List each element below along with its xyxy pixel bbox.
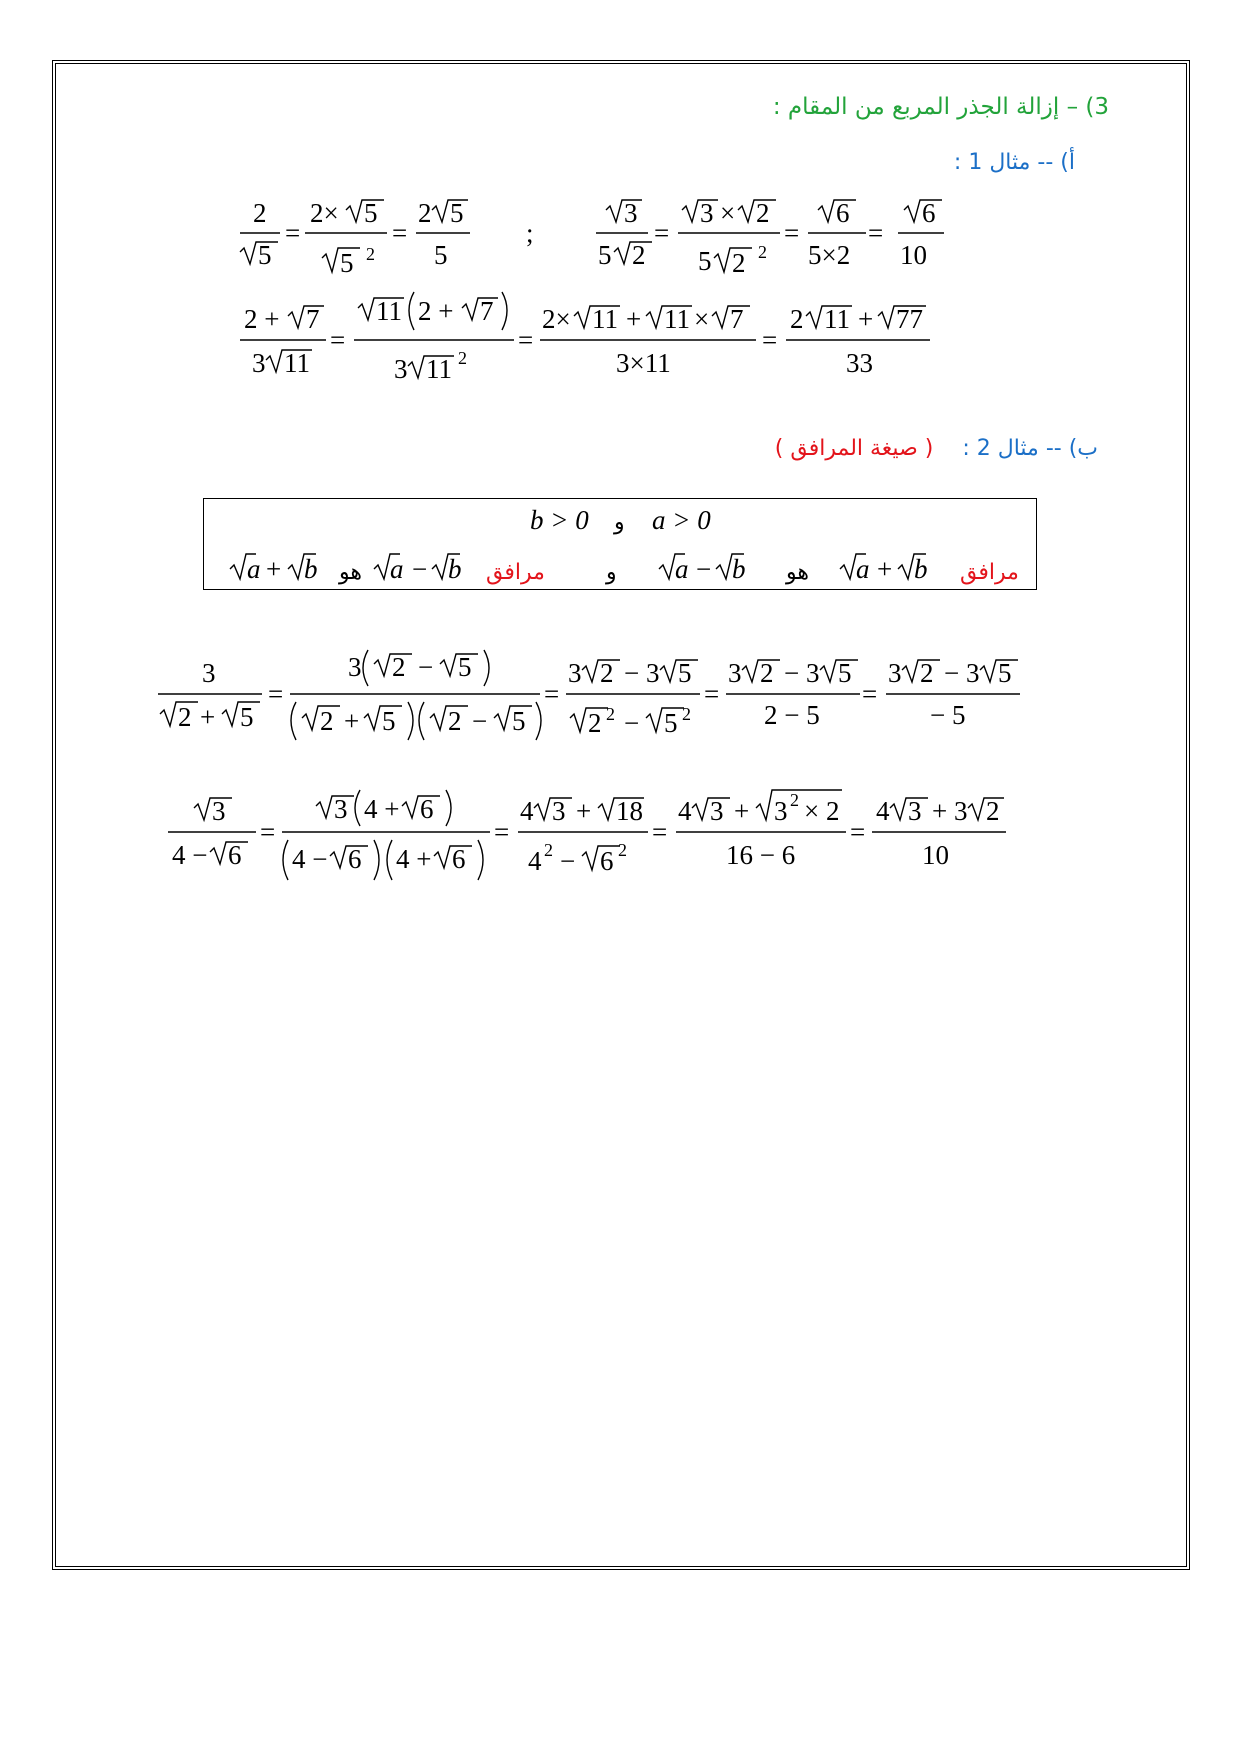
svg-text:2: 2: [544, 840, 553, 860]
svg-text:=: =: [652, 817, 668, 847]
svg-text:=: =: [392, 218, 408, 248]
svg-text:11: 11: [376, 296, 402, 326]
svg-text:+ 3: + 3: [932, 796, 968, 826]
svg-text:18: 18: [616, 796, 643, 826]
svg-text:11: 11: [284, 348, 310, 378]
svg-text:=: =: [494, 817, 510, 847]
svg-text:×: ×: [694, 304, 710, 334]
svg-text:5: 5: [664, 708, 678, 738]
svg-text:77: 77: [896, 304, 923, 334]
equation-4: [158, 650, 1020, 740]
svg-text:10: 10: [922, 840, 949, 870]
svg-text:6: 6: [348, 844, 362, 874]
svg-text:2: 2: [986, 796, 1000, 826]
svg-text:2: 2: [366, 244, 375, 264]
svg-text:a: a: [390, 554, 404, 584]
svg-text:4: 4: [528, 846, 542, 876]
is-word-1: هو: [339, 560, 362, 585]
svg-text:7: 7: [480, 296, 494, 326]
svg-text:2: 2: [756, 198, 770, 228]
svg-text:a: a: [856, 554, 870, 584]
section-title: 3) – إزالة الجذر المربع من المقام :: [772, 94, 1109, 120]
svg-text:11: 11: [664, 304, 690, 334]
example-2-label: ب) -- مثال 2 :: [962, 436, 1098, 461]
svg-text:5: 5: [698, 246, 712, 276]
svg-text:b: b: [732, 554, 746, 584]
svg-text:5: 5: [364, 198, 378, 228]
equation-5: [168, 790, 1006, 880]
svg-text:=: =: [260, 817, 276, 847]
svg-text:3: 3: [728, 658, 742, 688]
svg-text:b: b: [914, 554, 928, 584]
svg-text:−: −: [624, 708, 640, 738]
example-1-label: أ) -- مثال 1 :: [953, 150, 1075, 175]
svg-text:+: +: [626, 304, 642, 334]
svg-text:2: 2: [600, 658, 614, 688]
svg-text:2 − 5: 2 − 5: [764, 700, 820, 730]
svg-text:5: 5: [512, 706, 526, 736]
svg-text:=: =: [518, 325, 534, 355]
condition-b: b > 0: [530, 505, 589, 535]
svg-text:4 +: 4 +: [364, 794, 400, 824]
svg-text:4: 4: [876, 796, 890, 826]
svg-text:3: 3: [624, 198, 638, 228]
svg-text:=: =: [268, 679, 284, 709]
svg-text:5: 5: [458, 652, 472, 682]
svg-text:5: 5: [240, 702, 254, 732]
svg-text:10: 10: [900, 240, 927, 270]
svg-text:3: 3: [394, 354, 408, 384]
svg-text:=: =: [762, 325, 778, 355]
svg-text:2: 2: [758, 242, 767, 262]
svg-text:2: 2: [606, 704, 615, 724]
svg-text:5: 5: [382, 706, 396, 736]
svg-text:11: 11: [426, 354, 452, 384]
svg-text:2: 2: [392, 652, 406, 682]
conjugate-word-1: مرافق: [486, 560, 545, 585]
svg-text:2: 2: [790, 790, 799, 810]
svg-text:3: 3: [700, 198, 714, 228]
condition-a: a > 0: [652, 505, 711, 535]
svg-text:2: 2: [588, 708, 602, 738]
svg-text:−: −: [472, 706, 488, 736]
svg-text:6: 6: [600, 846, 614, 876]
svg-text:+: +: [344, 706, 360, 736]
svg-text:=: =: [784, 218, 800, 248]
svg-text:2: 2: [920, 658, 934, 688]
svg-text:3: 3: [252, 348, 266, 378]
svg-text:=: =: [704, 679, 720, 709]
svg-text:16 − 6: 16 − 6: [726, 840, 796, 870]
svg-text:4 +: 4 +: [396, 844, 432, 874]
svg-text:− 3: − 3: [624, 658, 660, 688]
conjugate-formula-note: ( صيغة المرافق ): [774, 436, 934, 461]
svg-text:6: 6: [452, 844, 466, 874]
svg-text:4: 4: [678, 796, 692, 826]
svg-text:2: 2: [448, 706, 462, 736]
svg-text:2×: 2×: [310, 198, 339, 228]
svg-text:b: b: [304, 554, 318, 584]
svg-text:33: 33: [846, 348, 873, 378]
svg-text:=: =: [285, 218, 301, 248]
svg-text:5: 5: [258, 240, 272, 270]
svg-text:2: 2: [320, 706, 334, 736]
svg-text:+: +: [200, 702, 216, 732]
svg-text:3: 3: [888, 658, 902, 688]
svg-text:6: 6: [922, 198, 936, 228]
svg-text:− 3: − 3: [784, 658, 820, 688]
svg-text:5: 5: [598, 240, 612, 270]
svg-text:6: 6: [420, 794, 434, 824]
svg-text:3: 3: [710, 796, 724, 826]
svg-text:+: +: [858, 304, 874, 334]
equation-1: [240, 198, 470, 278]
svg-text:=: =: [654, 218, 670, 248]
svg-text:2: 2: [178, 702, 192, 732]
svg-text:−: −: [696, 554, 712, 584]
svg-text:2: 2: [253, 198, 267, 228]
is-word-2: هو: [786, 560, 809, 585]
svg-text:3: 3: [202, 658, 216, 688]
svg-text:−: −: [412, 554, 428, 584]
and-word-1: و: [614, 510, 625, 535]
equation-separator: ;: [526, 218, 534, 248]
svg-text:=: =: [330, 325, 346, 355]
svg-text:2: 2: [732, 248, 746, 278]
svg-text:× 2: × 2: [804, 796, 840, 826]
svg-text:2 +: 2 +: [418, 296, 454, 326]
svg-text:5: 5: [434, 240, 448, 270]
svg-text:3: 3: [774, 796, 788, 826]
svg-text:5: 5: [450, 198, 464, 228]
svg-text:5: 5: [998, 658, 1012, 688]
svg-text:=: =: [544, 679, 560, 709]
svg-text:a: a: [675, 554, 689, 584]
svg-text:4 −: 4 −: [172, 840, 208, 870]
svg-text:3: 3: [334, 794, 348, 824]
equation-3: [240, 292, 930, 384]
conjugate-word-2: مرافق: [960, 560, 1019, 585]
svg-text:+: +: [877, 554, 893, 584]
svg-text:2: 2: [760, 658, 774, 688]
svg-text:3: 3: [212, 796, 226, 826]
svg-text:− 3: − 3: [944, 658, 980, 688]
svg-text:2: 2: [618, 840, 627, 860]
svg-text:+: +: [266, 554, 282, 584]
svg-text:11: 11: [824, 304, 850, 334]
svg-text:×: ×: [720, 198, 736, 228]
svg-text:3: 3: [348, 652, 362, 682]
svg-text:2: 2: [418, 198, 432, 228]
and-word-2: و: [606, 560, 617, 585]
svg-text:+: +: [734, 796, 750, 826]
svg-text:2: 2: [682, 704, 691, 724]
svg-text:b: b: [448, 554, 462, 584]
svg-text:6: 6: [228, 840, 242, 870]
svg-text:7: 7: [730, 304, 744, 334]
svg-text:4 −: 4 −: [292, 844, 328, 874]
svg-text:3×11: 3×11: [616, 348, 671, 378]
svg-text:=: =: [850, 817, 866, 847]
svg-text:−: −: [560, 846, 576, 876]
svg-text:11: 11: [592, 304, 618, 334]
svg-text:=: =: [862, 679, 878, 709]
svg-text:3: 3: [552, 796, 566, 826]
svg-text:5: 5: [678, 658, 692, 688]
svg-text:+: +: [576, 796, 592, 826]
svg-text:3: 3: [908, 796, 922, 826]
svg-text:−: −: [418, 652, 434, 682]
svg-text:a: a: [247, 554, 261, 584]
svg-text:6: 6: [836, 198, 850, 228]
svg-text:5: 5: [340, 248, 354, 278]
svg-text:2: 2: [458, 348, 467, 368]
svg-text:4: 4: [520, 796, 534, 826]
svg-text:2×: 2×: [542, 304, 571, 334]
svg-text:7: 7: [306, 304, 320, 334]
svg-text:5×2: 5×2: [808, 240, 851, 270]
svg-text:5: 5: [838, 658, 852, 688]
equation-2: [596, 198, 944, 278]
svg-text:− 5: − 5: [930, 700, 966, 730]
svg-text:3: 3: [568, 658, 582, 688]
svg-text:2 +: 2 +: [244, 304, 280, 334]
svg-text:2: 2: [632, 240, 646, 270]
svg-text:=: =: [868, 218, 884, 248]
svg-text:2: 2: [790, 304, 804, 334]
